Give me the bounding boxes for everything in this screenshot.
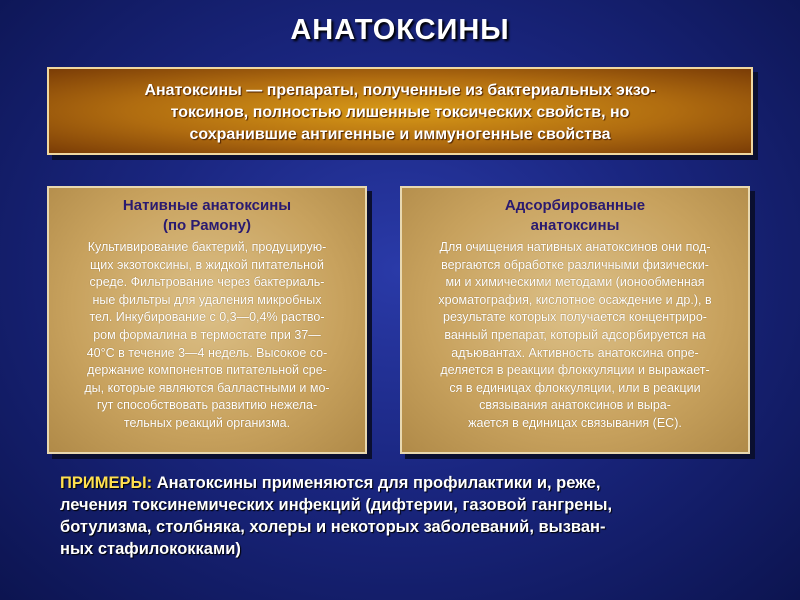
native-toxoids-text <box>49 239 365 433</box>
examples-label: ПРИМЕРЫ: <box>60 474 153 492</box>
text-line: результате которых получается концентриро- <box>443 310 707 325</box>
native-toxoids-panel <box>47 186 367 454</box>
definition-line: сохранившие антигенные и иммуногенные свойства <box>189 126 611 143</box>
text-line: ные фильтры для удаления микробных <box>92 292 322 307</box>
native-toxoids-title <box>49 188 365 236</box>
panel-title-line: (по Рамону) <box>163 217 251 234</box>
text-line: среде. Фильтрование через бактериаль- <box>89 275 325 290</box>
examples-block <box>60 472 760 560</box>
examples-line: лечения токсинемических инфекций (дифтерии, газовой гангрены, <box>60 496 613 514</box>
text-line: жается в единицах связывания (ЕС). <box>468 415 682 430</box>
text-line: хроматография, кислотное осаждение и др.), в <box>438 292 712 307</box>
text-line: ды, которые являются балластными и мо- <box>84 380 330 395</box>
text-line: Культивирование бактерий, продуцирую- <box>87 240 327 254</box>
text-line: ся в единицах флоккуляции, или в реакции <box>449 380 701 395</box>
text-line: деляется в реакции флоккуляции и выражает- <box>440 363 710 378</box>
text-line: связывания анатоксинов и выра- <box>479 398 671 413</box>
text-line: 40°С в течение 3—4 недель. Высокое со- <box>86 345 328 360</box>
panel-title-line: анатоксины <box>530 217 620 234</box>
adsorbed-toxoids-panel <box>400 186 750 454</box>
text-line: ром формалина в термостате при 37— <box>93 327 321 342</box>
definition-box <box>47 67 753 155</box>
examples-line: ных стафилококками) <box>60 540 241 558</box>
examples-text: Анатоксины применяются для профилактики и, реже, <box>152 474 601 492</box>
definition-line: Анатоксины — препараты, полученные из бактериальных экзо- <box>144 82 656 99</box>
panel-title-line: Нативные анатоксины <box>122 197 292 214</box>
text-line: вергаются обработке различными физически- <box>441 257 709 272</box>
panel-title-line: Адсорбированные <box>504 197 646 214</box>
examples-line: ботулизма, столбняка, холеры и некоторых заболеваний, вызван- <box>60 518 606 536</box>
slide-title: АНАТОКСИНЫ <box>290 14 510 46</box>
text-line: щих экзотоксины, в жидкой питательной <box>89 257 324 272</box>
text-line: гут способствовать развитию нежела- <box>96 398 318 413</box>
adsorbed-toxoids-text <box>402 239 748 433</box>
text-line: тел. Инкубирование с 0,3—0,4% раство- <box>89 310 325 325</box>
text-line: Для очищения нативных анатоксинов они под- <box>439 240 711 254</box>
text-line: ми и химическими методами (ионообменная <box>445 275 705 290</box>
definition-line: токсинов, полностью лишенные токсических свойств, но <box>170 104 630 121</box>
text-line: тельных реакций организма. <box>123 415 291 430</box>
text-line: ванный препарат, который адсорбируется на <box>444 327 706 342</box>
examples-line <box>60 472 760 494</box>
adsorbed-toxoids-title <box>402 188 748 236</box>
text-line: держание компонентов питательной сре- <box>87 363 327 378</box>
text-line: адъювантах. Активность анатоксина опре- <box>451 345 699 360</box>
